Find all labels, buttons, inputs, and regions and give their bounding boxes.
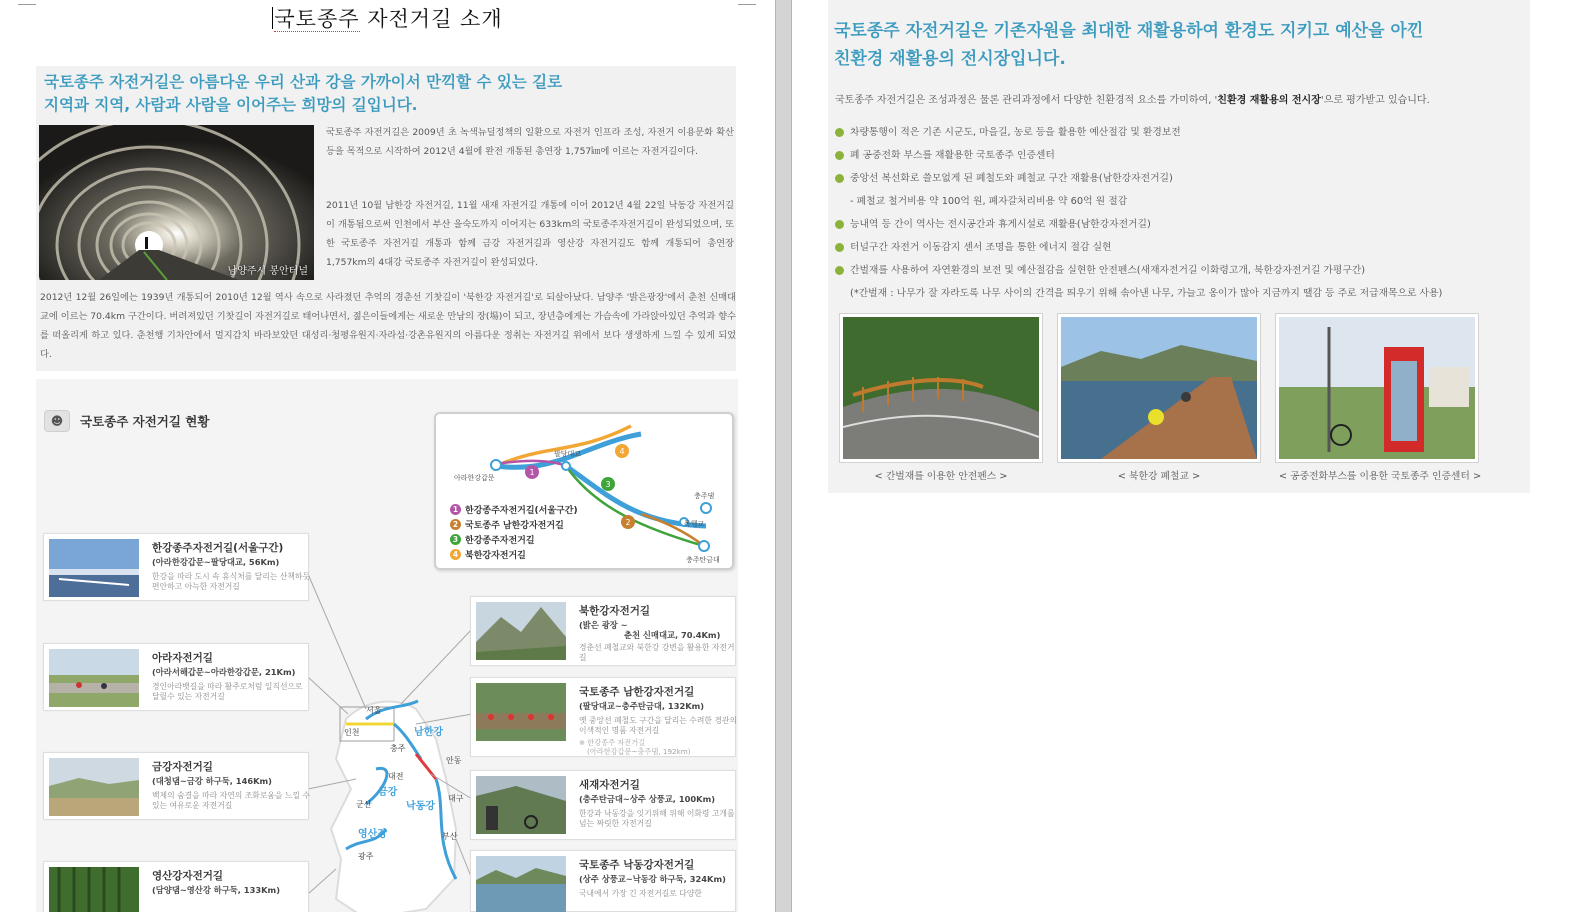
route-description: 옛 중앙선 폐철도 구간을 달리는 수려한 경관의 이색적인 명품 자전거길: [579, 716, 737, 735]
eco-list-item: [835, 213, 1442, 236]
route-photo: [49, 867, 139, 912]
legend-label: 북한강자전거길: [465, 551, 526, 561]
legend-label: 한강종주자전거길: [465, 536, 535, 546]
legend-place-paldang: 팔당대교: [554, 450, 582, 458]
photo-safety-fence: [839, 313, 1043, 463]
route-photo: [476, 683, 566, 741]
route-note: [579, 738, 691, 756]
map-label-seoul: 서울: [366, 706, 382, 715]
route-photo: [476, 776, 566, 834]
title-prefix: 국토종주: [274, 7, 360, 31]
eco-item-text: (*간벌재 : 나무가 잘 자라도록 나무 사이의 간격을 띄우기 위해 솎아낸 나무, 가늘고 옹이가 많아 지금까지 땔감 등 주로 저급재목으로 사용): [850, 287, 1443, 299]
intro-headline-line2: 지역과 지역, 사람과 사람을 이어주는 희망의 길입니다.: [44, 96, 418, 114]
route-distance: (팔당대교~충주탄금대, 132Km): [579, 701, 705, 711]
route-name: 아라자전거길: [152, 652, 213, 664]
svg-text:1: 1: [529, 468, 535, 477]
photo-caption-bridge: < 북한강 폐철교 >: [1117, 471, 1201, 482]
page-left: [0, 0, 775, 912]
map-label-incheon: 인천: [344, 728, 360, 737]
route-distance: (아라한강갑문~팔당대교, 56Km): [152, 557, 280, 567]
map-label-busan: 부산: [442, 832, 458, 841]
legend-place-mokgye: 목행교: [684, 520, 705, 528]
map-label-andong: 안동: [446, 756, 462, 765]
legend-number: 4: [450, 549, 461, 560]
photo-caption-fence: < 간벌재를 이용한 안전펜스 >: [874, 471, 1008, 482]
route-photo: [476, 602, 566, 660]
route-note-line1: ※ 한강종주 자전거길: [579, 738, 646, 747]
eco-item-text: - 폐철교 철거비용 약 100억 원, 폐자갈처리비용 약 60억 원 절감: [850, 195, 1128, 207]
route-description: 백제의 숨결을 따라 자연의 조화로움을 느낄 수 있는 여유로운 자전거길: [152, 791, 310, 810]
route-name: 새재자전거길: [579, 779, 640, 791]
route-description: 경인아라뱃길을 따라 활주로처럼 일직선으로 달릴수 있는 자전거길: [152, 682, 303, 701]
bicycle-icon: ☻: [44, 410, 70, 432]
photo-caption: 남양주시 봉안터널: [227, 266, 308, 277]
legend-place-ara: 아라한강갑문: [454, 474, 495, 482]
intro-headline-line1: 국토종주 자전거길은 아름다운 우리 산과 강을 가까이서 만끽할 수 있는 길로: [44, 73, 563, 91]
eco-list-item: [835, 236, 1442, 259]
bullet-icon: [835, 128, 844, 137]
eco-list-item: [835, 144, 1442, 167]
intro-paragraph-2: 2011년 10월 남한강 자전거길, 11월 새재 자전거길 개통에 이어 2012년 4월 22일 낙동강 자전거길이 개통됨으로써 인천에서 부산 을숙도까지 이어지는 633km의 국토종주자전거길이 완성되었으며, 또한 국토종주 자전거길 개통과 함께 금강 자전거길과 영산강 자전거길도 함께 개통되어 총연장 1,757km의 4대강 국토종주 자전거길이 완성되었다.: [326, 200, 734, 268]
map-label-nakdong-river: 낙동강: [406, 801, 435, 812]
intro-paragraph-1: 국토종주 자전거길은 2009년 초 녹색뉴딜정책의 일환으로 자전거 인프라 조성, 자전거 이용문화 확산 등을 목적으로 시작하여 2012년 4월에 완전 개통된 총연장 1,757㎞에 이르는 자전거길이다.: [326, 127, 734, 157]
route-description: 국내에서 가장 긴 자전거길로 다양한: [579, 889, 702, 898]
eco-item-text: 터널구간 자전거 이동감지 센서 조명을 통한 에너지 절감 실현: [850, 241, 1112, 253]
intro-headline: [44, 71, 562, 117]
legend-label: 국토종주 남한강자전거길: [465, 521, 564, 531]
bullet-icon: [835, 266, 844, 275]
map-label-namhan-river: 남한강: [414, 727, 443, 738]
route-name: 한강종주자전거길(서울구간): [152, 542, 284, 554]
route-note-line2: (아라한강갑문~충주댐, 192km): [587, 747, 691, 756]
svg-text:2: 2: [625, 518, 631, 527]
route-card-hangang-seoul[interactable]: [43, 533, 309, 601]
eco-item-text: 폐 공중전화 부스를 재활용한 국토종주 인증센터: [850, 149, 1055, 161]
intro-paragraph-3: 2012년 12월 26일에는 1939년 개통되어 2010년 12월 역사 속으로 사라졌던 추억의 경춘선 기찻길이 '북한강 자전거길'로 되살아났다. 남양주 '밝은광장'에서 춘천 신매대교에 이르는 70.4km 구간이다. 버려져있던 기찻길이 자전거길로 태어나면서, 젊은이들에게는 새로운 만남의 장(場)이 되고, 장년층에게는 가슴속에 가라앉아있던 추억과 향수를 떠올리게 하고 있다. 춘천행 기차안에서 멀지감치 바라보았던 대성리·청평유원지·자라섬·강촌유원지의 아름다운 정취는 자전거길 위에서 보다 생생하게 느낄 수 있게 되었다.: [40, 292, 736, 360]
eco-item-text: 차량통행이 적은 기존 시군도, 마을길, 농로 등을 활용한 예산절감 및 환경보전: [850, 126, 1181, 138]
route-photo: [49, 539, 139, 597]
map-label-geum-river: 금강: [378, 787, 398, 798]
route-card-namhan[interactable]: [470, 677, 736, 757]
legend-number: 3: [450, 534, 461, 545]
eco-intro-emphasis: 친환경 재활용의 전시장: [1217, 95, 1321, 106]
route-name: 국토종주 남한강자전거길: [579, 686, 695, 698]
svg-text:3: 3: [605, 480, 611, 489]
title-rest: 자전거길 소개: [367, 7, 503, 31]
route-distance: (밝은 광장 ~: [579, 620, 628, 630]
legend-number: 1: [450, 504, 461, 515]
map-label-gwangju: 광주: [358, 852, 374, 861]
status-title-text: 국토종주 자전거길 현황: [80, 414, 210, 429]
eco-headline: [834, 17, 1423, 73]
route-name: 북한강자전거길: [579, 605, 651, 617]
route-description: 한강과 낙동강을 잇기위해 위해 이화령 고개를 넘는 짜릿한 자전거길: [579, 809, 735, 828]
eco-headline-line2: 친환경 재활용의 전시장입니다.: [834, 49, 1066, 69]
bullet-icon: [835, 243, 844, 252]
map-label-yeongsan-river: 영산강: [358, 829, 387, 840]
page-right: [792, 0, 1593, 912]
eco-intro-text: 국토종주 자전거길은 조성과정은 물론 관리과정에서 다양한 친환경적 요소를 가미하여, ': [835, 95, 1218, 106]
route-photo: [49, 649, 139, 707]
photo-phone-booth-center: [1275, 313, 1479, 463]
photo-bukhan-bridge: [1057, 313, 1261, 463]
route-name: 금강자전거길: [152, 761, 213, 773]
map-label-gunsan: 군산: [356, 800, 372, 809]
route-photo: [49, 758, 139, 816]
route-card-nakdong[interactable]: [470, 850, 736, 912]
eco-list-subitem: [835, 190, 1442, 213]
eco-section: [828, 0, 1530, 493]
route-distance: (상주 상풍교~낙동강 하구둑, 324Km): [579, 874, 726, 884]
intro-section: [36, 66, 736, 371]
legend-place-chungju-dam: 충주댐: [694, 492, 715, 500]
route-distance: (대청댐~금강 하구둑, 146Km): [152, 776, 272, 786]
route-distance-line2: 춘천 신매대교, 70.4Km): [624, 630, 721, 640]
legend-label: 한강종주자전거길(서울구간): [465, 506, 578, 516]
eco-headline-line1: 국토종주 자전거길은 기존자원을 최대한 재활용하여 환경도 지키고 예산을 아낀: [834, 21, 1424, 41]
eco-item-text: 중앙선 복선화로 쓸모없게 된 폐철도와 폐철교 구간 재활용(남한강자전거길): [850, 172, 1173, 184]
eco-list-note: [835, 282, 1442, 305]
legend-number: 2: [450, 519, 461, 530]
route-name: 국토종주 낙동강자전거길: [579, 859, 695, 871]
route-photo: [476, 856, 566, 912]
eco-intro-text-end: '으로 평가받고 있습니다.: [1320, 95, 1430, 106]
bullet-icon: [835, 151, 844, 160]
route-card-bukhan[interactable]: [470, 596, 736, 666]
eco-list-item: [835, 259, 1442, 282]
eco-list-item: [835, 167, 1442, 190]
route-card-yeongsan[interactable]: [43, 861, 309, 912]
route-card-ara[interactable]: [43, 643, 309, 711]
route-description: 한강을 따라 도시 속 휴식처를 달리는 산책하듯 편안하고 아늑한 자전거길: [152, 572, 310, 591]
eco-item-text: 간벌재를 사용하여 자연환경의 보전 및 예산절감을 실현한 안전펜스(새재자전거길 이화령고개, 북한강자전거길 가평구간): [850, 264, 1366, 276]
eco-intro: [835, 91, 1430, 106]
bullet-icon: [835, 220, 844, 229]
map-label-daegu: 대구: [448, 794, 464, 803]
eco-list: [835, 121, 1442, 305]
svg-text:4: 4: [619, 447, 625, 456]
eco-item-text: 능내역 등 간이 역사는 전시공간과 휴게시설로 재활용(남한강자전거길): [850, 218, 1151, 230]
route-card-geumgang[interactable]: [43, 752, 309, 820]
map-label-chungju: 충주: [390, 744, 406, 753]
route-distance: (담양댐~영산강 하구둑, 133Km): [152, 885, 280, 895]
bullet-icon: [835, 174, 844, 183]
page-gutter: [775, 0, 792, 912]
route-distance: (충주탄금대~상주 상풍교, 100Km): [579, 794, 716, 804]
route-name: 영산강자전거길: [152, 870, 224, 882]
route-card-saejae[interactable]: [470, 770, 736, 840]
route-description: 경춘선 폐철교와 북한강 강변을 활용한 자전거길: [579, 643, 735, 662]
route-status-section: [36, 379, 738, 912]
tunnel-photo: [39, 125, 314, 280]
legend-place-tangeumdae: 충주탄금대: [686, 556, 720, 564]
document-title[interactable]: [0, 3, 775, 33]
photo-caption-phone-booth: < 공중전화부스를 이용한 국토종주 인증센터 >: [1278, 471, 1482, 482]
eco-list-item: [835, 121, 1442, 144]
map-label-daejeon: 대전: [388, 772, 404, 781]
route-distance: (아라서해갑문~아라한강갑문, 21Km): [152, 667, 296, 677]
